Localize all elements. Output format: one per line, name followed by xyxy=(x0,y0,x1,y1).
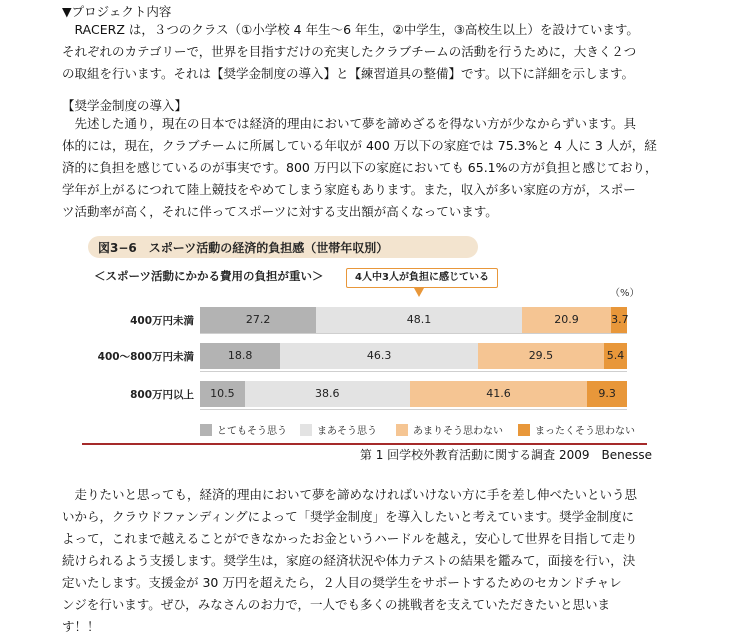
closing-line: 定いたします。支援金が 30 万円を超えたら，２人目の奨学生をサポートするためのセカンドチャレ xyxy=(62,575,622,590)
figure-title: 図3−6 スポーツ活動の経済的負担感（世帯年収別） xyxy=(98,241,389,255)
category-label: 800万円以上 xyxy=(130,389,194,401)
figure-callout: 4人中3人が負担に感じている xyxy=(346,268,498,288)
closing-line: ンジを行います。ぜひ，みなさんのお力で，一人でも多くの挑戦者を支えていただきたいと思いま xyxy=(62,597,610,612)
legend-label: まあそう思う xyxy=(317,426,377,437)
data-label: 46.3 xyxy=(366,349,392,362)
legend-swatch xyxy=(300,424,312,436)
scholarship-paragraph xyxy=(62,113,658,223)
category-label: 400万円未満 xyxy=(130,315,194,327)
row-separator xyxy=(200,371,627,372)
data-label: 3.7 xyxy=(611,313,629,326)
category-label: 400〜800万円未満 xyxy=(97,351,194,363)
row-separator xyxy=(200,333,627,334)
data-label: 9.3 xyxy=(598,387,616,400)
data-label: 20.9 xyxy=(554,313,579,326)
chart-legend xyxy=(200,422,640,436)
intro-line: RACERZ は，３つのクラス（①小学校 4 年生〜6 年生，②中学生，③高校生以上）を設けています。 xyxy=(62,22,639,37)
legend-swatch xyxy=(200,424,212,436)
closing-paragraph xyxy=(62,484,638,638)
scholarship-line: 済的に負担を感じているのが事実です。800 万円以下の家庭においても 65.1%の方が負担と感じており， xyxy=(62,160,658,175)
legend-item xyxy=(518,422,635,437)
scholarship-line: ツ活動率が高く，それに伴ってスポーツに対する支出額が高くなっています。 xyxy=(62,204,498,219)
data-label: 18.8 xyxy=(227,349,253,362)
data-label: 29.5 xyxy=(528,349,554,362)
intro-line: の取組を行います。それは【奨学金制度の導入】と【練習道具の整備】です。以下に詳細を示します。 xyxy=(62,66,635,81)
figure-source: 第 1 回学校外教育活動に関する調査 2009 Benesse xyxy=(359,448,652,462)
legend-swatch xyxy=(396,424,408,436)
closing-line: よって，これまで越えることができなかったお金というハードルを越え，安心して世界を目指して走り xyxy=(62,531,638,546)
callout-arrow-icon xyxy=(414,288,424,297)
closing-line: 走りたいと思っても，経済的理由において夢を諦めなければいけない方に手を差し伸べたいという思 xyxy=(62,487,638,502)
legend-swatch xyxy=(518,424,530,436)
legend-item xyxy=(396,422,503,437)
figure-title-box xyxy=(88,236,478,258)
unit-label: （%） xyxy=(610,288,640,299)
figure-subtitle: ＜スポーツ活動にかかる費用の負担が重い＞ xyxy=(94,269,324,283)
closing-line: す！！ xyxy=(62,619,100,634)
legend-item xyxy=(200,422,287,437)
scholarship-line: 体的には，現在，クラブチームに所属している年収が 400 万以下の家庭では 75.3%と 4 人に 3 人が，経 xyxy=(62,138,657,153)
data-label: 41.6 xyxy=(486,387,511,400)
scholarship-line: 学年が上がるにつれて陸上競技をやめてしまう家庭もあります。また，収入が多い家庭の方が，スポー xyxy=(62,182,636,197)
data-label: 5.4 xyxy=(606,349,625,362)
data-label: 10.5 xyxy=(210,387,235,400)
legend-label: とてもそう思う xyxy=(217,426,287,437)
scholarship-heading: 【奨学金制度の導入】 xyxy=(62,98,188,113)
closing-line: いから，クラウドファンディングによって「奨学金制度」を導入したいと考えています。奨学金制度に xyxy=(62,509,635,524)
data-label: 48.1 xyxy=(406,313,432,326)
closing-line: 続けられるよう支援します。奨学生は，家庭の経済状況や体力テストの結果を鑑みて，面接を行い，決 xyxy=(62,553,636,568)
data-label: 27.2 xyxy=(245,313,271,326)
row-separator xyxy=(200,409,627,410)
legend-label: まったくそう思わない xyxy=(535,426,635,437)
chart-figure xyxy=(82,232,647,462)
legend-label: あまりそう思わない xyxy=(413,426,503,437)
intro-paragraph xyxy=(62,19,639,85)
scholarship-line: 先述した通り，現在の日本では経済的理由において夢を諦めざるを得ない方が少なからずいます。具 xyxy=(62,116,637,131)
legend-item xyxy=(300,422,377,437)
intro-line: それぞれのカテゴリーで，世界を目指すだけの充実したクラブチームの活動を行うために，大きく２つ xyxy=(62,44,637,59)
data-label: 38.6 xyxy=(314,387,340,400)
section-heading: ▼プロジェクト内容 xyxy=(62,4,172,19)
figure-rule xyxy=(82,443,647,445)
